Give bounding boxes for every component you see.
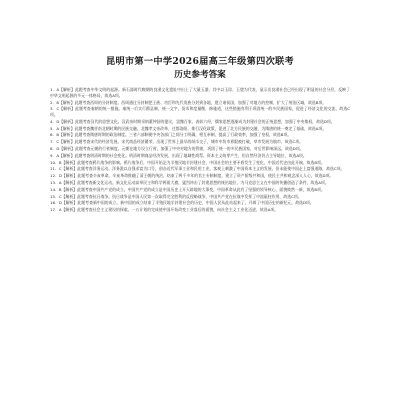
page-title: 昆明市第一中学2026届高三年级第四次联考 xyxy=(105,56,295,67)
answer-item: 2．B【解析】此题考查西周的分封制度。西周通过分封制把王族、功臣和先代贵族分封到各地，建立诸侯国，加强了对地方的控制，扩大了统治区域，故选B项。 xyxy=(50,99,327,105)
answer-item: 3．C【解析】此题考查秦朝的统一措施。秦统一后实行郡县制，统一文字、货币和度量衡，修驰道，这些措施有利于巩固统一的多民族国家，促进了经济文化的交流，故选C项。 xyxy=(50,106,350,117)
answer-item: 12．D【解析】此题考查辛亥革命。辛亥革命推翻了清王朝的统治，结束了两千多年的君主专制制度，建立了资产阶级共和国，使民主共和观念深入人心，故选D项。 xyxy=(50,173,334,179)
page-subtitle: 历史参考答案 xyxy=(174,70,226,80)
answer-item: 9．A【解析】此题考查明清时期的社会变化。明清时期商品经济发展，出现了地域性商帮，资本主义萌芽产生，但自然经济仍占主导地位，故选A项。 xyxy=(50,152,307,158)
answer-list xyxy=(50,87,350,213)
answer-item: 13．A【解析】此题考查新文化运动。新文化运动高举民主和科学两面大旗，猛烈冲击了封建思想的统治地位，为马克思主义在中国的传播创造了条件，故选A项。 xyxy=(50,179,329,185)
answer-item: 4．D【解析】此题考查汉代的思想文化。汉武帝时期采纳董仲舒的建议，罢黜百家，表彰六经，儒家思想逐渐成为封建社会的正统思想，加强了中央集权，故选D项。 xyxy=(50,118,335,124)
answer-item: 16．D【解析】此题考查新中国的成立。新中国的成立结束了半殖民地半封建社会的历史，中国人民从此站起来了，开辟了中国历史的新纪元，故选D项。 xyxy=(50,200,314,206)
answer-item: 1．A【解析】此题考查中华文明的起源。新石器时代晚期的良渚文化遗址中出土了大量玉器，其中以玉琮、玉璧为代表，显示出良渚社会已经出现了明显的社会分层，反映了中华文明起源的多元一体格局，故选A项。 xyxy=(50,87,350,98)
answer-item: 7．C【解析】此题考查宋代的经济发展。宋代商品经济繁荣，出现了世界上最早的纸币交子，城市中坊市界限被打破，草市发展为镇市，故选C项。 xyxy=(50,139,304,145)
answer-item: 10．B【解析】此题考查鸦片战争的影响。鸦片战争后，中国开始沦为半殖民地半封建社会，中国社会的主要矛盾发生了变化，中国近代史由此开端，故选B项。 xyxy=(50,159,325,165)
answer-item: 14．B【解析】此题考查中国共产党的成立。中国共产党的成立是中国历史上开天辟地的大事变，中国革命从此有了坚强的领导核心，面貌焕然一新，故选B项。 xyxy=(50,186,325,192)
answer-item: 8．D【解析】此题考查元朝的行省制度。元朝在地方设立行省，加强了中央对地方的管辖，巩固了统一的多民族国家，对后世影响深远，故选D项。 xyxy=(50,145,304,151)
answer-item: 5．A【解析】此题考查魏晋南北朝时期的民族交融。北魏孝文帝改革，迁都洛阳，推行汉化政策，促进了北方民族的交融，为隋唐的统一奠定了基础，故选A项。 xyxy=(50,125,327,131)
answer-item: 15．C【解析】此题考查抗日战争。抗日战争是中国人民第一次取得完全胜利的反侵略战争，中国共产党在抗战中发挥了中流砥柱作用，故选C项。 xyxy=(50,193,302,199)
answer-item: 11．C【解析】此题考查洋务运动。洋务派以自强求富为口号，创办近代军事工业和民用工业，客观上刺激了中国资本主义的发展，但未能使中国走上富强道路，故选C项。 xyxy=(50,166,345,172)
answer-item: 6．B【解析】此题考查隋唐时期的政治制度。三省六部制使中央各部门之间分工明确，相互牵制，提高了行政效率，加强了皇权，故选B项。 xyxy=(50,132,292,138)
answer-item: 17．A【解析】此题考查社会主义建设的探索。一五计划的完成使中国开始改变工业落后的面貌，向社会主义工业化迈进，故选A项。 xyxy=(50,207,279,213)
